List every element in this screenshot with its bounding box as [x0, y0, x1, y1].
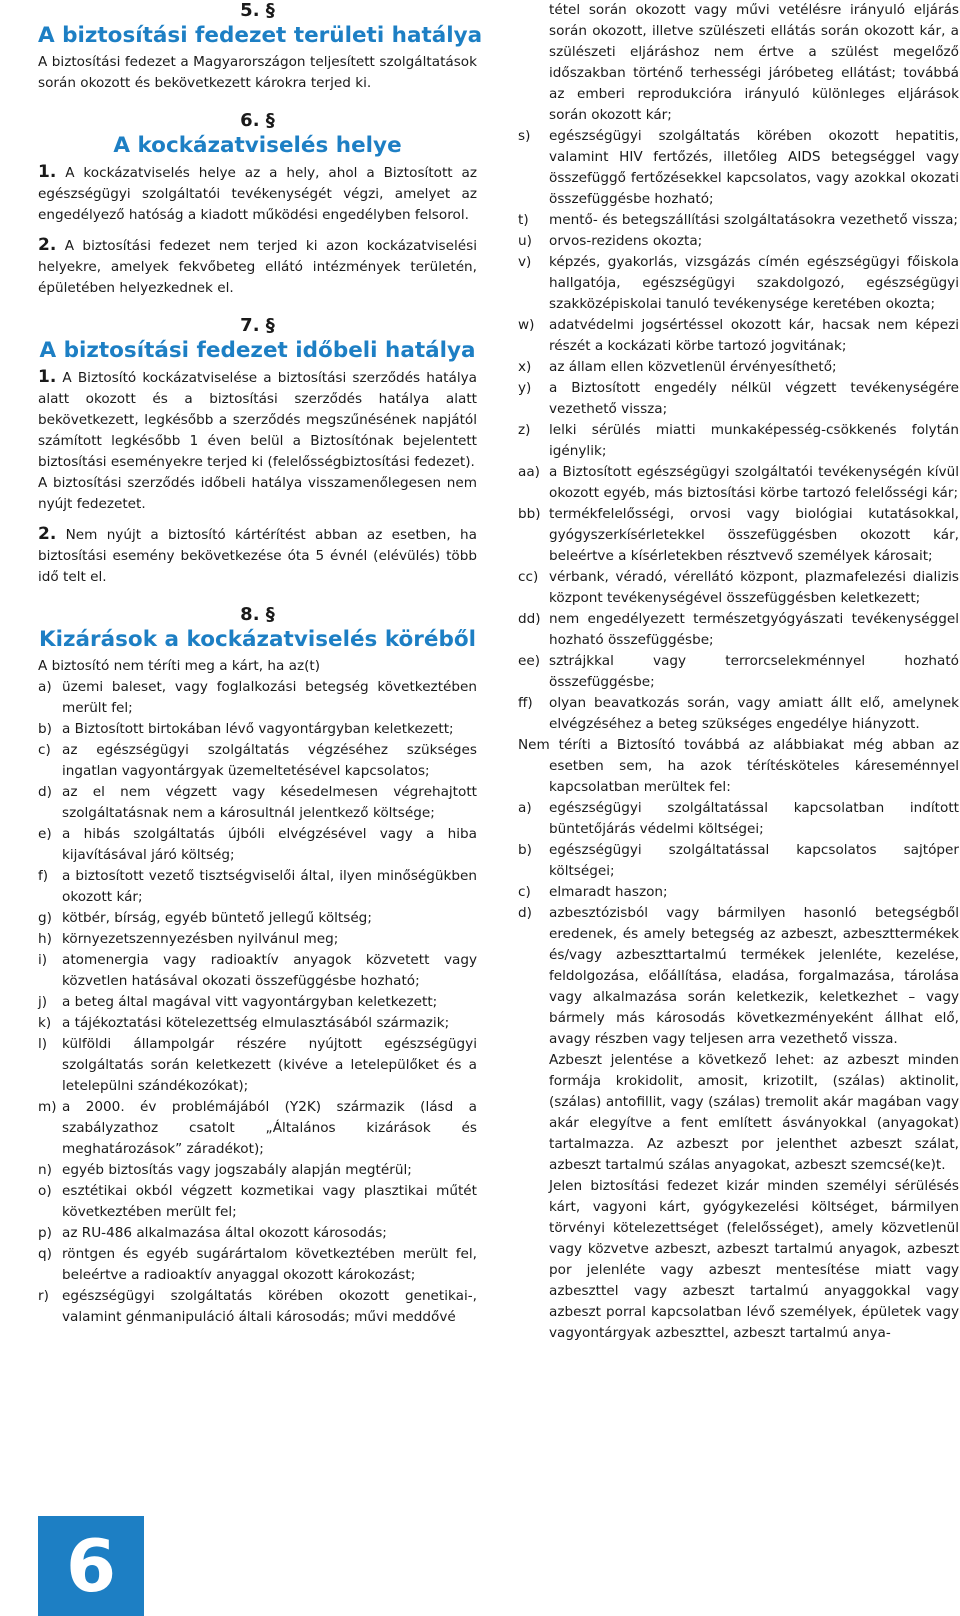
- list-item: [38, 950, 477, 992]
- list-item: [38, 1223, 477, 1244]
- section-6-number: 6. §: [240, 110, 275, 131]
- list-item-label: d): [38, 784, 52, 800]
- list-item-text: az RU-486 alkalmazása által okozott károsodás;: [62, 1225, 387, 1241]
- list-item-label: m): [38, 1099, 57, 1115]
- list-item-label: x): [518, 359, 532, 375]
- list-item-text: egyéb biztosítás vagy jogszabály alapján megtérül;: [62, 1162, 412, 1178]
- paragraph-text: A kockázatviselés helye az a hely, ahol a Biztosított az egészségügyi szolgáltatói tevékenységét végzi, amelyet az engedélyező hatóság a kiadott működési engedélyben felsorol.: [38, 165, 477, 223]
- list-item-text: a hibás szolgáltatás újbóli elvégzésével vagy a hiba kijavításával járó költség;: [62, 826, 477, 863]
- list-item-label: s): [518, 128, 531, 144]
- list-item: [518, 378, 959, 420]
- list-item-text: atomenergia vagy radioaktív anyagok közvetett vagy közvetlen hatásával okozati összefüggésbe hozható;: [62, 952, 477, 989]
- paragraph-number: 2.: [38, 235, 57, 255]
- list-item: [38, 677, 477, 719]
- section-7-paragraph-1: [38, 367, 477, 473]
- section-7-title: A biztosítási fedezet időbeli hatálya: [39, 338, 476, 363]
- list-item-text: mentő- és betegszállítási szolgáltatásokra vezethető vissza;: [549, 212, 958, 228]
- list-item-label: j): [38, 994, 48, 1010]
- paragraph-number: 2.: [38, 524, 57, 544]
- list-item-label: l): [38, 1036, 48, 1052]
- list-item-text: egészségügyi szolgáltatással kapcsolatos sajtóper költségei;: [549, 842, 959, 879]
- asbestos-exclusion: Jelen biztosítási fedezet kizár minden személyi sérülésés kárt, vagyoni kárt, gyógykezelési költséget, bármilyen törvényi kötelezettséget (felelősséget), amely közvetlenül vagy közvetve azbeszt, azbeszt tartalmú anyagok, azbeszt por jelenléte vagy azbeszt mentesítése miatt vagy azbeszttel vagy azbeszt tartalmú anyaggokkal vagy azbeszt porral kapcsolatban lévő személyek, épületek vagy vagyontárgyak azbeszttel, azbeszt tartalmú anya-: [549, 1178, 959, 1341]
- list-item-label: c): [38, 742, 51, 758]
- list-item: [38, 992, 477, 1013]
- list-item: [38, 1286, 477, 1328]
- list-item: [518, 210, 959, 231]
- section-7-paragraph-2: [38, 524, 477, 588]
- list-item: [518, 504, 959, 567]
- list-item-label: h): [38, 931, 52, 947]
- list-item: [38, 908, 477, 929]
- list-item-label: p): [38, 1225, 52, 1241]
- list-item-label: c): [518, 884, 531, 900]
- list-item-text: a 2000. év problémájából (Y2K) származik (lásd a szabályzathoz csatolt „Általános kizárások és meghatározások” záradékot);: [62, 1099, 477, 1157]
- list-item-text: lelki sérülés miatti munkaképesség-csökkenés folytán igénylik;: [549, 422, 959, 459]
- list-item: [38, 1181, 477, 1223]
- list-item: [518, 567, 959, 609]
- list-item: [518, 231, 959, 252]
- list-item: [38, 719, 477, 740]
- list-item-text: egészségügyi szolgáltatás körében okozott hepatitis, valamint HIV fertőzés, illetőleg AIDS betegséggel vagy összefüggő fertőzésekkel kapcsolatos, vagy azokkal okozati összefüggésbe hozható;: [549, 128, 959, 207]
- list-item-label: cc): [518, 569, 539, 585]
- list-item-text: orvos-rezidens okozta;: [549, 233, 703, 249]
- list-item: [38, 824, 477, 866]
- list-item-label: b): [38, 721, 52, 737]
- list-item-label: v): [518, 254, 532, 270]
- paragraph-text: A Biztosító kockázatviselése a biztosítási szerződés hatálya alatt okozott és a biztosítási szerződés hatálya alatt bekövetkezett, legkésőbb a szerződés megszűnésének napjától számított legkésőbb 1 éven belül a Biztosítónak bejelentett biztosítási eseményekre terjed ki (felelősségbiztosítási fedezet).: [38, 370, 477, 470]
- list-item-text: az egészségügyi szolgáltatás végzéséhez szükséges ingatlan vagyontárgyak üzemeltetésével kapcsolatos;: [62, 742, 477, 779]
- list-item-label: i): [38, 952, 48, 968]
- list-item: [38, 740, 477, 782]
- list-item: [518, 609, 959, 651]
- section-8-intro: A biztosító nem téríti meg a kárt, ha az(t): [38, 658, 321, 674]
- list-item-text: egészségügyi szolgáltatással kapcsolatban indított büntetőjárás védelmi költségei;: [549, 800, 959, 837]
- list-item-text: röntgen és egyéb sugárártalom következtében merült fel, beleértve a radioaktív anyaggal okozott károkozást;: [62, 1246, 477, 1283]
- paragraph-number: 1.: [38, 367, 57, 387]
- list-item-text: nem engedélyezett természetgyógyászati tevékenységgel hozható összefüggésbe;: [549, 611, 959, 648]
- list-item-text: üzemi baleset, vagy foglalkozási betegség következtében merült fel;: [62, 679, 477, 716]
- list-item-text: olyan beavatkozás során, vagy amiatt állt elő, amelynek elvégzéséhez a beteg szükséges engedélye hiányzott.: [549, 695, 959, 732]
- list-item-text: a Biztosított egészségügyi szolgáltatói tevékenységén kívül okozott egyéb, más biztosítási körbe tartozó felelősségi kár;: [549, 464, 959, 501]
- section-8-number: 8. §: [240, 604, 275, 625]
- list-item-label: g): [38, 910, 52, 926]
- list-item: [38, 1160, 477, 1181]
- list-item-text: termékfelelősségi, orvosi vagy biológiai kutatásokkal, gyógyszerkísérletekkel összefüggésben okozott kár, beleértve a kísérletekben résztvevő személyek károsait;: [549, 506, 959, 564]
- list-item-text: a Biztosított engedély nélkül végzett tevékenységére vezethető vissza;: [549, 380, 959, 417]
- list-item-text: adatvédelmi jogsértéssel okozott kár, hacsak nem képezi részét a kockázati körbe tartozó jogvitának;: [549, 317, 959, 354]
- further-exclusion-list: [518, 798, 959, 1050]
- list-item-text: sztrájkkal vagy terrorcselekménnyel hozható összefüggésbe;: [549, 653, 959, 690]
- list-item-label: e): [38, 826, 52, 842]
- list-item: [518, 693, 959, 735]
- list-item-label: u): [518, 233, 532, 249]
- right-column: [518, 0, 959, 1344]
- paragraph-text: A biztosítási fedezet nem terjed ki azon kockázatviselési helyekre, amelyek fekvőbeteg ellátó intézmények területén, épületében helyezkednek el.: [38, 238, 477, 296]
- section-5-number: 5. §: [240, 0, 275, 21]
- list-item-label: z): [518, 422, 531, 438]
- list-item-label: y): [518, 380, 532, 396]
- list-item-text: képzés, gyakorlás, vizsgázás címén egészségügyi főiskola hallgatója, egészségügyi szakdolgozó, egészségügyi szakközépiskolai tanuló tevékenysége keretében okozta;: [549, 254, 959, 312]
- list-item: [518, 252, 959, 315]
- further-exclusions-intro: Nem téríti a Biztosító továbbá az alábbiakat még abban az esetben sem, ha azok térítésköteles káreseménnyel kapcsolatban merültek fel:: [518, 737, 959, 795]
- list-item: [518, 798, 959, 840]
- item-r-continuation: tétel során okozott vagy művi vetélésre irányuló eljárás során okozott, illetve szülészeti ellátás során okozott kár, a szülészeti eljáráshoz nem értve a szülést megelőző időszakban történő terhességi járóbeteg ellátást; továbbá az emberi reprodukcióra irányuló különleges eljárások során okozott kár;: [549, 2, 959, 123]
- page-number-badge: 6: [38, 1516, 144, 1616]
- list-item-label: o): [38, 1183, 52, 1199]
- list-item-text: az el nem végzett vagy késedelmesen végrehajtott szolgáltatásnak nem a károsultnál jelentkező költsége;: [62, 784, 477, 821]
- list-item-label: d): [518, 905, 532, 921]
- list-item-label: w): [518, 317, 535, 333]
- list-item-text: környezetszennyezésben nyilvánul meg;: [62, 931, 339, 947]
- list-item-text: elmaradt haszon;: [549, 884, 668, 900]
- paragraph-number: 1.: [38, 162, 57, 182]
- list-item-label: f): [38, 868, 49, 884]
- list-item-label: t): [518, 212, 529, 228]
- list-item: [38, 866, 477, 908]
- exclusion-list-right: [518, 126, 959, 735]
- section-6-paragraph-1: [38, 162, 477, 226]
- section-7-paragraph-1-extra: A biztosítási szerződés időbeli hatálya visszamenőlegesen nem nyújt fedezetet.: [38, 475, 477, 512]
- list-item-text: kötbér, bírság, egyéb büntető jellegű költség;: [62, 910, 372, 926]
- list-item-label: n): [38, 1162, 52, 1178]
- list-item: [518, 126, 959, 210]
- list-item-label: aa): [518, 464, 540, 480]
- list-item-label: a): [518, 800, 532, 816]
- list-item-text: egészségügyi szolgáltatás körében okozott genetikai-, valamint génmanipuláció általi károsodás; művi meddővé: [62, 1288, 477, 1325]
- list-item-label: b): [518, 842, 532, 858]
- list-item-label: ee): [518, 653, 541, 669]
- list-item: [518, 882, 959, 903]
- exclusion-list-left: [38, 677, 477, 1328]
- list-item-text: külföldi állampolgár részére nyújtott egészségügyi szolgáltatás során keletkezett (kivéve a letelepülőket és a letelepülni szándékozókat);: [62, 1036, 477, 1094]
- list-item: [38, 1097, 477, 1160]
- list-item-text: vérbank, véradó, vérellátó központ, plazmafelezési dializis központ tevékenységével összefüggésben keletkezett;: [549, 569, 959, 606]
- list-item-text: esztétikai okból végzett kozmetikai vagy plasztikai műtét következtében merült fel;: [62, 1183, 477, 1220]
- list-item: [518, 840, 959, 882]
- list-item-text: a tájékoztatási kötelezettség elmulasztásából származik;: [62, 1015, 450, 1031]
- left-column: [38, 0, 483, 1328]
- list-item: [518, 903, 959, 1050]
- list-item-label: dd): [518, 611, 541, 627]
- section-6-title: A kockázatviselés helye: [113, 133, 402, 158]
- section-5-title: A biztosítási fedezet területi hatálya: [38, 23, 483, 48]
- list-item-text: a Biztosított birtokában lévő vagyontárgyban keletkezett;: [62, 721, 454, 737]
- list-item-label: a): [38, 679, 52, 695]
- section-8-title: Kizárások a kockázatviselés köréből: [38, 627, 477, 652]
- list-item-label: r): [38, 1288, 49, 1304]
- list-item-label: ff): [518, 695, 533, 711]
- list-item: [38, 1034, 477, 1097]
- list-item-text: a biztosított vezető tisztségviselői által, ilyen minőségükben okozott kár;: [62, 868, 477, 905]
- list-item-text: azbesztózisból vagy bármilyen hasonló betegségből eredenek, és amely betegség az azbeszt, azbeszttermékek és/vagy azbeszttartalmú termékek jelenléte, kezelése, feldolgozása, előállítása, eladása, forgalmazása, tárolása vagy alkalmazása során keletkezik, keletkezhet – vagy bármely más károsodás következményeként állhat elő, avagy részben vagy teljesen arra vezethető vissza.: [549, 905, 959, 1047]
- list-item-text: a beteg által magával vitt vagyontárgyban keletkezett;: [62, 994, 438, 1010]
- section-5-text: A biztosítási fedezet a Magyarországon teljesített szolgáltatások során okozott és bekövetkezett károkra terjed ki.: [38, 54, 477, 91]
- list-item: [518, 420, 959, 462]
- list-item: [38, 1013, 477, 1034]
- list-item: [38, 929, 477, 950]
- list-item-text: az állam ellen közvetlenül érvényesíthető;: [549, 359, 837, 375]
- list-item-label: k): [38, 1015, 52, 1031]
- list-item: [38, 1244, 477, 1286]
- list-item: [38, 782, 477, 824]
- list-item: [518, 462, 959, 504]
- section-6-paragraph-2: [38, 235, 477, 299]
- paragraph-text: Nem nyújt a biztosító kártérítést abban az esetben, ha biztosítási esemény bekövetkezése óta 5 évnél (elévülés) több idő telt el.: [38, 527, 477, 585]
- list-item-label: q): [38, 1246, 52, 1262]
- asbestos-definition: Azbeszt jelentése a következő lehet: az azbeszt minden formája krokidolit, amosit, krizotilt, (szálas) aktinolit, (szálas) antofillit, vagy (szálas) tremolit akár magában vagy akár elegyítve a fent említett ásványokkal (anyagokat) tartalmazza. Az azbeszt por jelenthet azbeszt szálat, azbeszt tartalmú szálas anyagokat, azbeszt szemcsé(ke)t.: [549, 1052, 959, 1173]
- list-item-label: bb): [518, 506, 541, 522]
- list-item: [518, 357, 959, 378]
- list-item: [518, 315, 959, 357]
- list-item: [518, 651, 959, 693]
- section-7-number: 7. §: [240, 315, 275, 336]
